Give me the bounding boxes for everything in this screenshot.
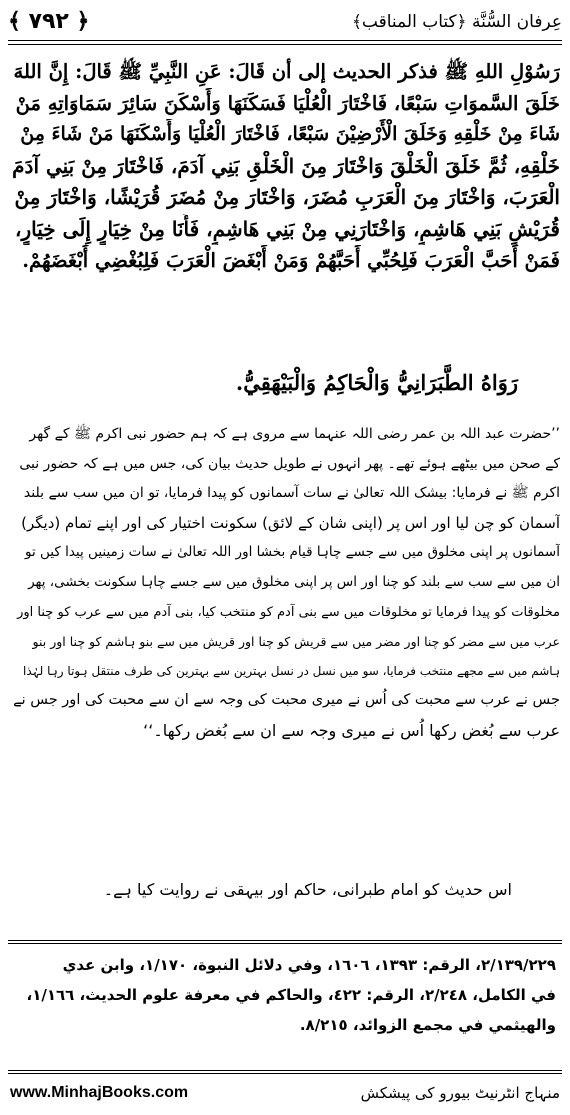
urdu-line: کے صحن میں بیٹھے ہوئے تھے۔ پھر انہوں نے طویل حدیث بیان کی، جس میں ہے کہ حضور نبی [19,455,560,472]
urdu-line: ان میں سے سب سے بلند کو چنا اور اس پر اپنی مخلوق میں سے جسے چاہا سکونت بخشی، پھر [28,573,560,590]
footnotes [14,950,556,1040]
urdu-line: آسمان کو چن لیا اور اس پر (اپنی شان کے لائق) سکونت اختیار کی اور اپنے تمام (دیگر) [21,513,560,532]
footnote-divider [8,940,562,944]
arabic-line: خَلَقَ السَّموَاتِ سَبْعًا، فَاخْتَارَ الْعُلْيَا فَسَكَنَهَا وَأَسْكَنَ سَائِرَ سَمَاوَاتِهِ مَنْ [15,91,560,115]
urdu-line: عرب میں سے مضر کو چنا اور مضر میں سے قریش کو چنا اور قریش میں سے بنو ہاشم کو چنا اور بنو [32,634,560,650]
footer-divider [8,1070,562,1074]
urdu-line: اکرم ﷺ نے فرمایا: بیشک اللہ تعالیٰ نے سات آسمانوں کو پیدا فرمایا، تو ان میں سب سے بلند [23,485,560,502]
footer-credit: منہاج انٹرنیٹ بیورو کی پیشکش [360,1084,560,1102]
website-link[interactable]: www.MinhajBooks.com [10,1084,189,1101]
arabic-narration-source: رَوَاهُ الطَّبَرَانِيُّ وَالْحَاكِمُ وَالْبَيْهَقِيُّ. [235,370,518,395]
urdu-line: عرب سے بُغض رکھا اُس نے میری وجہ سے ان سے بُغض رکھا۔‘‘ [143,720,560,740]
footnote-line: والهيثمي في مجمع الزوائد، ٨/٢١٥. [299,1016,556,1034]
urdu-narration-note: اس حدیث کو امام طبرانی، حاکم اور بیہقی نے روایت کیا ہے۔ [103,880,512,899]
arabic-hadith-text [10,56,560,277]
arabic-line: الْعَرَبَ، وَاخْتَارَ مِنَ الْعَرَبِ مُضَرَ، وَاخْتَارَ مِنْ مُضَرَ قُرَيْشًا، وَاخْتَارَ مِنْ [14,185,560,209]
arabic-line: خَلْقِهِ، ثُمَّ خَلَقَ الْخَلْقَ وَاخْتَارَ مِنَ الْخَلْقِ بَنِي آدَمَ، فَاخْتَارَ مِنْ بَنِي آدَمَ [12,153,560,178]
urdu-line: مخلوقات کو پیدا فرمایا تو مخلوقات میں سے بنی آدم کو منتخب کیا، بنی آدم میں سے عرب کو چنا اور [17,604,560,620]
arabic-line: فَمَنْ أَحَبَّ الْعَرَبَ فَلِحُبِّي أَحَبَّهُمْ وَمَنْ أَبْغَضَ الْعَرَبَ فَلِبُغْضِي أَبْغَضَهُمْ. [22,249,560,272]
footnote-line: في الكامل، ٢/٢٤٨، الرقم: ٤٢٢، والحاكم في معرفة علوم الحديث، ١/١٦٦، [26,986,556,1004]
arabic-line: شَاءَ مِنْ خَلْقِهِ وَخَلَقَ الْأَرْضِيْنَ سَبْعًا، فَاخْتَارَ الْعُلْيَا وَأَسْكَنَهَا مَنْ شَاءَ مِنْ [20,123,560,145]
urdu-translation [12,420,560,746]
urdu-line: جس نے عرب سے محبت کی اُس نے میری محبت کی وجہ سے ان سے محبت کی اور جس نے [13,692,560,709]
urdu-line: ہاشم میں سے مجھے منتخب فرمایا، سو میں نسل در نسل بہترین سے بہترین کی طرف منتقل ہوتا رہا لہٰذا [22,663,560,678]
arabic-line: رَسُوْلِ اللهِ ﷺ فذكر الحديث إلى أن قَالَ: عَنِ النَّبِيِّ ﷺ قَالَ: إِنَّ اللهَ [13,60,560,83]
urdu-line: آسمانوں پر اپنی مخلوق میں سے جسے چاہا قیام بخشا اور اللہ تعالیٰ نے سات زمینیں پیدا کیں تو [25,544,560,561]
page-footer [10,1080,560,1106]
arabic-line: قُرَيْشٍ بَنِي هَاشِمٍ، وَاخْتَارَنِي مِنْ بَنِي هَاشِمٍ، فَأَنَا مِنْ خِيَارٍ إِلَى خِيَارٍ، [15,216,560,241]
footnote-line: ٢/١٣٩/٢٢٩، الرقم: ١٣٩٣، ١٦٠٦، وفي دلائل النبوة، ١/١٧٠، وابن عدي [62,956,556,974]
urdu-line: ’’حضرت عبد اللہ بن عمر رضی اللہ عنہما سے مروی ہے کہ ہم حضور نبی اکرم ﷺ کے گھر [29,426,560,442]
page-header [8,6,562,36]
running-title: عِرفان السُّنَّة ﴿كتاب المناقب﴾ [351,11,562,32]
header-divider [8,40,562,45]
page-number: ﴾ ٧٩٢ ﴿ [8,8,90,34]
